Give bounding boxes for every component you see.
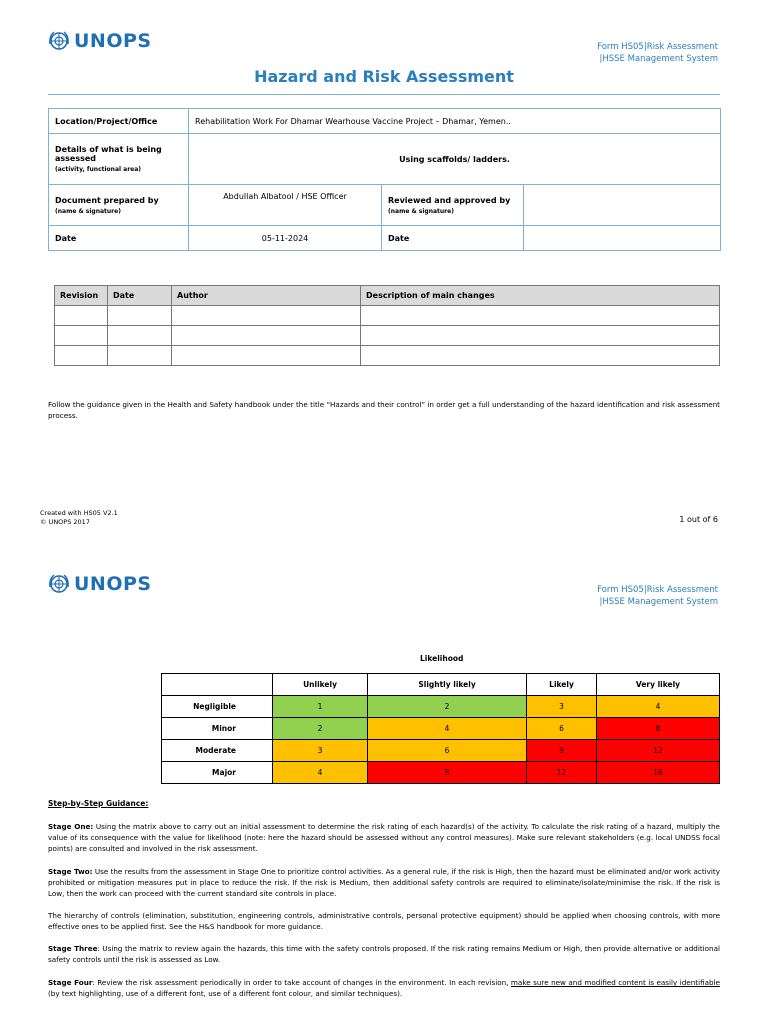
column-header: Very likely	[597, 674, 720, 696]
matrix-cell: 8	[597, 718, 720, 740]
matrix-cell: 2	[273, 718, 368, 740]
details-label: Details of what is being assessed	[55, 145, 162, 163]
brand-name-page2: UNOPS	[74, 573, 152, 595]
matrix-cell: 2	[368, 696, 527, 718]
date2-label: Date	[382, 226, 524, 251]
table-cell	[172, 326, 361, 346]
stage-three-text: : Using the matrix to review again the hazards, this time with the safety controls proposed. If the risk rating remains Medium or High, then provide alternative or additional safety controls until the risk is assessed as Low.	[48, 944, 720, 964]
table-cell	[172, 306, 361, 326]
table-cell	[55, 346, 108, 366]
column-header: Likely	[527, 674, 597, 696]
stage-four-label: Stage Four	[48, 978, 93, 987]
location-label: Location/Project/Office	[49, 109, 189, 134]
matrix-cell: 1	[273, 696, 368, 718]
steps-heading: Step-by-Step Guidance:	[48, 799, 149, 808]
table-cell	[361, 346, 720, 366]
risk-matrix	[161, 673, 720, 784]
column-header: Slightly likely	[368, 674, 527, 696]
matrix-cell: 8	[368, 762, 527, 784]
row-label: Moderate	[162, 740, 273, 762]
un-emblem-icon	[48, 30, 70, 52]
prepared-label-cell	[49, 185, 189, 226]
stage-one-label: Stage One:	[48, 822, 94, 831]
table-row	[55, 326, 720, 346]
stage-two	[48, 866, 720, 899]
form-ref-line: Form HS05|Risk Assessment	[597, 42, 718, 52]
author-header: Author	[172, 286, 361, 306]
column-header: Unlikely	[273, 674, 368, 696]
matrix-cell: 4	[273, 762, 368, 784]
matrix-cell: 6	[368, 740, 527, 762]
details-label-cell	[49, 134, 189, 185]
date-header: Date	[108, 286, 172, 306]
stage-four-text-a: : Review the risk assessment periodically in order to take account of changes in the environment. In each revision,	[92, 978, 511, 987]
matrix-row	[162, 740, 720, 762]
matrix-corner	[162, 674, 273, 696]
table-cell	[172, 346, 361, 366]
matrix-cell: 3	[273, 740, 368, 762]
table-row	[55, 306, 720, 326]
matrix-cell: 9	[527, 740, 597, 762]
likelihood-label: Likelihood	[420, 654, 464, 663]
matrix-cell: 12	[597, 740, 720, 762]
reviewed-value	[524, 185, 721, 226]
stage-three	[48, 943, 720, 965]
date-value: 05-11-2024	[189, 226, 382, 251]
table-row	[55, 346, 720, 366]
details-sublabel: (activity, functional area)	[55, 166, 142, 173]
matrix-cell: 4	[368, 718, 527, 740]
form-ref-line: Form HS05|Risk Assessment	[597, 585, 718, 595]
reviewed-label: Reviewed and approved by	[388, 195, 511, 205]
stage-three-label: Stage Three	[48, 944, 98, 953]
date2-value	[524, 226, 721, 251]
prepared-sublabel: (name & signature)	[55, 207, 121, 215]
matrix-row	[162, 696, 720, 718]
stage-four-underline: make sure new and modified content is easily identifiable	[510, 978, 720, 987]
date-label: Date	[49, 226, 189, 251]
reviewed-label-cell	[382, 185, 524, 226]
unops-logo	[48, 30, 152, 52]
system-line: |HSSE Management System	[599, 597, 718, 607]
description-header: Description of main changes	[361, 286, 720, 306]
stage-two-label: Stage Two:	[48, 867, 93, 876]
assessment-info-table	[48, 108, 721, 251]
created-with: Created with HS05 V2.1	[40, 509, 118, 517]
matrix-row	[162, 762, 720, 784]
table-cell	[361, 306, 720, 326]
reviewed-sublabel: (name & signature)	[388, 207, 454, 215]
prepared-value: Abdullah Albatool / HSE Officer	[189, 185, 382, 226]
row-label: Negligible	[162, 696, 273, 718]
revision-header: Revision	[55, 286, 108, 306]
stage-two-text: Use the results from the assessment in Stage One to prioritize control activities. As a general rule, if the risk is High, then the hazard must be eliminated and/or work activity prohibited or mitigation measures put in place to reduce the risk. If the risk is Medium, then additional safety controls are required to eliminate/isolate/minimise the risk. If the risk is Low, then the work can proceed with the current standard site controls in place.	[48, 867, 720, 898]
copyright: © UNOPS 2017	[40, 518, 90, 526]
details-value: Using scaffolds/ ladders.	[189, 134, 721, 185]
page-number: 1 out of 6	[679, 515, 718, 524]
matrix-row	[162, 718, 720, 740]
matrix-cell: 3	[527, 696, 597, 718]
matrix-cell: 16	[597, 762, 720, 784]
hierarchy-paragraph: The hierarchy of controls (elimination, substitution, engineering controls, administrative controls, personal protective equipment) should be applied when choosing controls, with more effective ones to be applied first. See the H&S handbook for more guidance.	[48, 911, 720, 931]
revision-table	[54, 285, 720, 366]
table-cell	[361, 326, 720, 346]
table-cell	[108, 306, 172, 326]
brand-name: UNOPS	[74, 30, 152, 52]
table-cell	[55, 326, 108, 346]
matrix-cell: 4	[597, 696, 720, 718]
guidance-note: Follow the guidance given in the Health and Safety handbook under the title “Hazards and their control” in order get a full understanding of the hazard identification and risk assessment process.	[48, 400, 720, 420]
location-value: Rehabilitation Work For Dhamar Wearhouse Vaccine Project – Dhamar, Yemen..	[189, 109, 721, 134]
matrix-cell: 12	[527, 762, 597, 784]
row-label: Major	[162, 762, 273, 784]
table-cell	[108, 346, 172, 366]
stage-four	[48, 977, 720, 999]
un-emblem-icon	[48, 573, 70, 595]
page-title: Hazard and Risk Assessment	[254, 67, 514, 86]
form-reference-page2	[597, 584, 718, 608]
unops-logo-page2	[48, 573, 152, 595]
footer-info	[40, 509, 118, 527]
stage-four-text-b: (by text highlighting, use of a different font, use of a different font colour, and similar techniques).	[48, 989, 403, 998]
stage-one-text: Using the matrix above to carry out an initial assessment to determine the risk rating of each hazard(s) of the activity. To calculate the risk rating of a hazard, multiply the value of its consequence with the value for likelihood (note: here the hazard should be assessed without any control measures). Make sure relevant stakeholders (e.g. local UNDSS focal points) are consulted and involved in the risk assessment.	[48, 822, 720, 853]
title-divider	[48, 94, 720, 95]
form-reference	[597, 41, 718, 65]
matrix-cell: 6	[527, 718, 597, 740]
prepared-label: Document prepared by	[55, 195, 159, 205]
system-line: |HSSE Management System	[599, 54, 718, 64]
stage-one	[48, 821, 720, 854]
table-cell	[55, 306, 108, 326]
table-cell	[108, 326, 172, 346]
row-label: Minor	[162, 718, 273, 740]
